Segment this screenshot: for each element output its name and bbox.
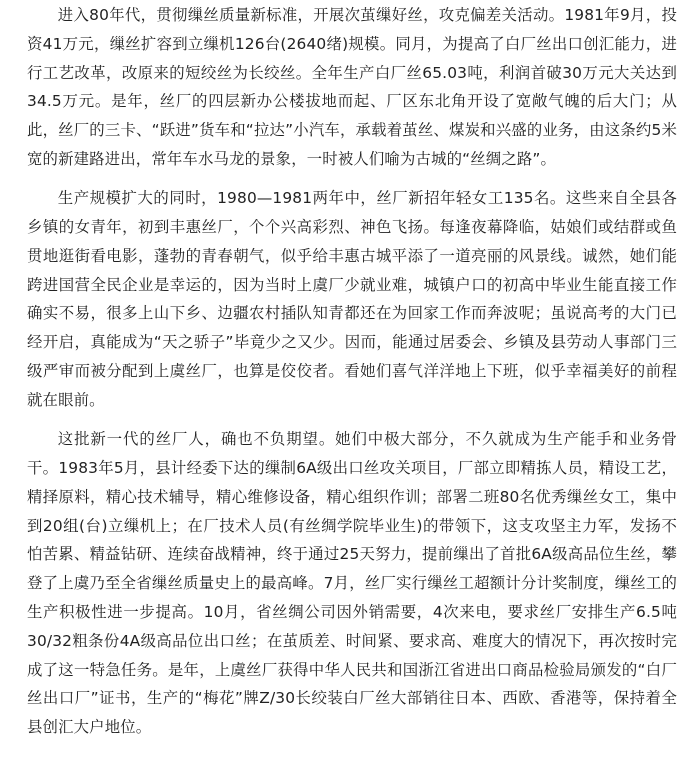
paragraph-6a-silk-project: 这批新一代的丝厂人，确也不负期望。她们中极大部分，不久就成为生产能手和业务骨干。1983年5月，县计经委下达的缫制6A级出口丝攻关项目，厂部立即精拣人员，精设工艺，精择原料，精心技术辅导，精心维修设备，精心组织作训；部署二班80名优秀缫丝女工，集中到20组(台)立缫机上；在厂技术人员(有丝绸学院毕业生)的带领下，这支攻坚主力军，发扬不怕苦累、精益钻研、连续奋战精神，终于通过25天努力，提前缫出了首批6A级高品位生丝，攀登了上虞乃至全省缫丝质量史上的最高峰。7月，丝厂实行缫丝工超额计分计奖制度，缫丝工的生产积极性进一步提高。10月，省丝绸公司因外销需要，4次来电，要求丝厂安排生产6.5吨30/32粗条份4A级高品位出口丝；在茧质差、时间紧、要求高、难度大的情况下，再次按时完成了这一特急任务。是年，上虞丝厂获得中华人民共和国浙江省进出口商品检验局颁发的“白厂丝出口厂”证书，生产的“梅花”牌Z/30长绞装白厂丝大部销往日本、西欧、香港等，保持着全县创汇大户地位。	[27, 430, 677, 737]
paragraph-new-workers: 生产规模扩大的同时，1980—1981两年中，丝厂新招年轻女工135名。这些来自全县各乡镇的女青年，初到丰惠丝厂，个个兴高彩烈、神色飞扬。每逢夜幕降临，姑娘们或结群或鱼贯地逛街看电影，蓬勃的青春朝气，似乎给丰惠古城平添了一道亮丽的风景线。诚然，她们能跨进国营全民企业是幸运的，因为当时上虞厂少就业难，城镇户口的初高中毕业生能直接工作确实不易，很多上山下乡、边疆农村插队知青都还在为回家工作而奔波呢；虽说高考的大门已经开启，真能成为“天之骄子”毕竟少之又少。因而，能通过居委会、乡镇及县劳动人事部门三级严审而被分配到上虞丝厂，也算是佼佼者。看她们喜气洋洋地上下班，似乎幸福美好的前程就在眼前。	[27, 189, 677, 409]
paragraph-1980s-quality: 进入80年代，贯彻缫丝质量新标准，开展次茧缫好丝，攻克偏差关活动。1981年9月，投资41万元，缫丝扩容到立缫机126台(2640绪)规模。同月，为提高了白厂丝出口创汇能力，进行工艺改革，改原来的短绞丝为长绞丝。全年生产白厂丝65.03吨，利润首破30万元大关达到34.5万元。是年，丝厂的四层新办公楼拔地而起、厂区东北角开设了宽敞气魄的后大门；从此，丝厂的三卡、“跃进”货车和“拉达”小汽车，承载着茧丝、煤炭和兴盛的业务，由这条约5米宽的新建路进出，常年车水马龙的景象，一时被人们喻为古城的“丝绸之路”。	[27, 6, 677, 168]
article-body	[27, 1, 677, 752]
